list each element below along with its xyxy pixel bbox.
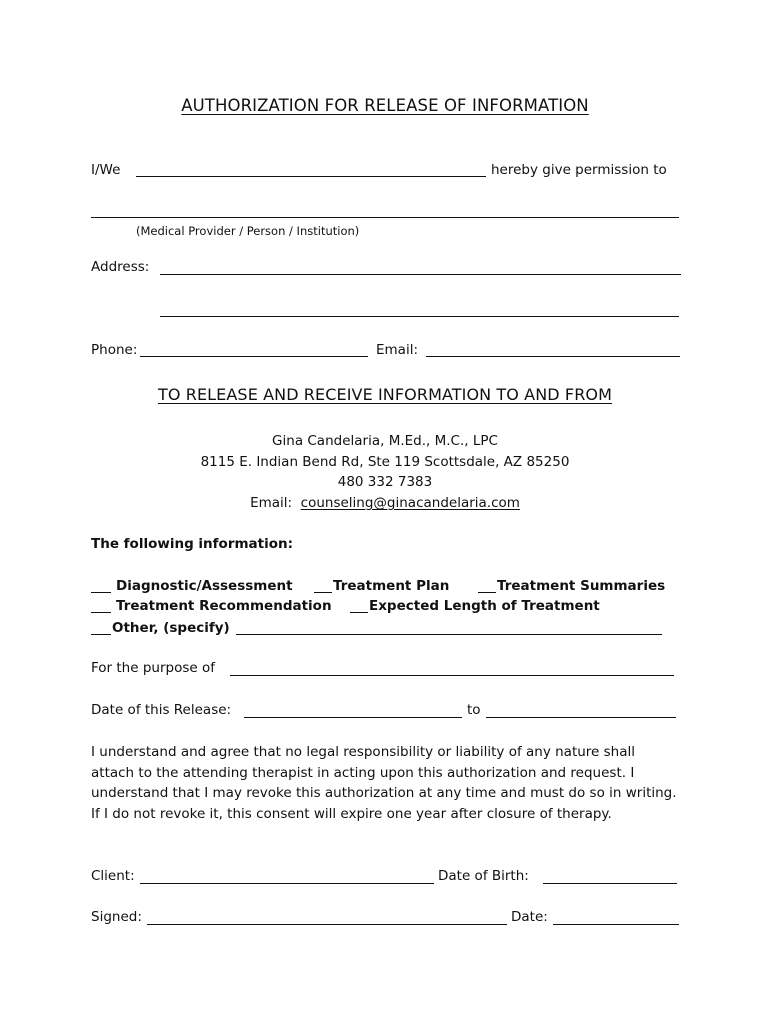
treatment-plan-checkbox[interactable]: [314, 592, 332, 593]
signature-field[interactable]: [147, 924, 507, 925]
expected-length-checkbox[interactable]: [350, 612, 368, 613]
provider-name: Gina Candelaria, M.Ed., M.C., LPC: [272, 433, 498, 449]
provider-email-link[interactable]: counseling@ginacandelaria.com: [300, 495, 520, 511]
client-label: Client:: [91, 868, 135, 884]
information-heading: The following information:: [91, 536, 294, 552]
to-label: to: [467, 702, 481, 718]
phone-label: Phone:: [91, 342, 138, 358]
phone-field[interactable]: [140, 356, 368, 357]
dob-label: Date of Birth:: [438, 868, 529, 884]
option-treatment-summaries: Treatment Summaries: [497, 578, 666, 594]
release-start-date-field[interactable]: [244, 717, 462, 718]
treatment-summaries-checkbox[interactable]: [478, 592, 496, 593]
diagnostic-checkbox[interactable]: [91, 592, 111, 593]
permission-text: hereby give permission to: [491, 162, 667, 178]
other-checkbox[interactable]: [91, 634, 111, 635]
purpose-field[interactable]: [230, 675, 674, 676]
other-specify-field[interactable]: [236, 634, 662, 635]
form-title: AUTHORIZATION FOR RELEASE OF INFORMATION: [181, 96, 589, 115]
provider-phone: 480 332 7383: [337, 474, 433, 490]
option-diagnostic: Diagnostic/Assessment: [116, 578, 293, 594]
address-label: Address:: [91, 259, 150, 275]
recommendation-checkbox[interactable]: [91, 612, 111, 613]
release-end-date-field[interactable]: [486, 717, 676, 718]
address-field-line1[interactable]: [160, 274, 681, 275]
provider-email-line: [0, 495, 770, 511]
provider-email-label: Email:: [250, 495, 293, 511]
signature-date-field[interactable]: [553, 924, 679, 925]
email-field[interactable]: [426, 356, 680, 357]
consent-paragraph: I understand and agree that no legal responsibility or liability of any nature shall attach to the attending therapist in acting upon this authorization and request. I understand that I may revoke this authorization at any time and must do so in writing. If I do not revoke it, this consent will expire one year after closure of therapy.: [91, 744, 677, 822]
dob-field[interactable]: [543, 883, 677, 884]
iwe-name-field[interactable]: [136, 176, 486, 177]
address-field-line2[interactable]: [160, 316, 679, 317]
option-other: Other, (specify): [112, 620, 230, 636]
option-treatment-plan: Treatment Plan: [333, 578, 450, 594]
date-release-label: Date of this Release:: [91, 702, 232, 718]
date-label: Date:: [511, 909, 548, 925]
provider-caption: (Medical Provider / Person / Institution): [136, 224, 360, 238]
client-name-field[interactable]: [140, 883, 434, 884]
option-treatment-recommendation: Treatment Recommendation: [116, 598, 332, 614]
signed-label: Signed:: [91, 909, 142, 925]
iwe-label: I/We: [91, 162, 121, 178]
release-heading: TO RELEASE AND RECEIVE INFORMATION TO AND FROM: [157, 385, 613, 404]
provider-address: 8115 E. Indian Bend Rd, Ste 119 Scottsdale, AZ 85250: [200, 454, 570, 470]
email-label: Email:: [376, 342, 419, 358]
option-expected-length: Expected Length of Treatment: [369, 598, 600, 614]
purpose-label: For the purpose of: [91, 660, 215, 676]
provider-name-field[interactable]: [91, 217, 679, 218]
